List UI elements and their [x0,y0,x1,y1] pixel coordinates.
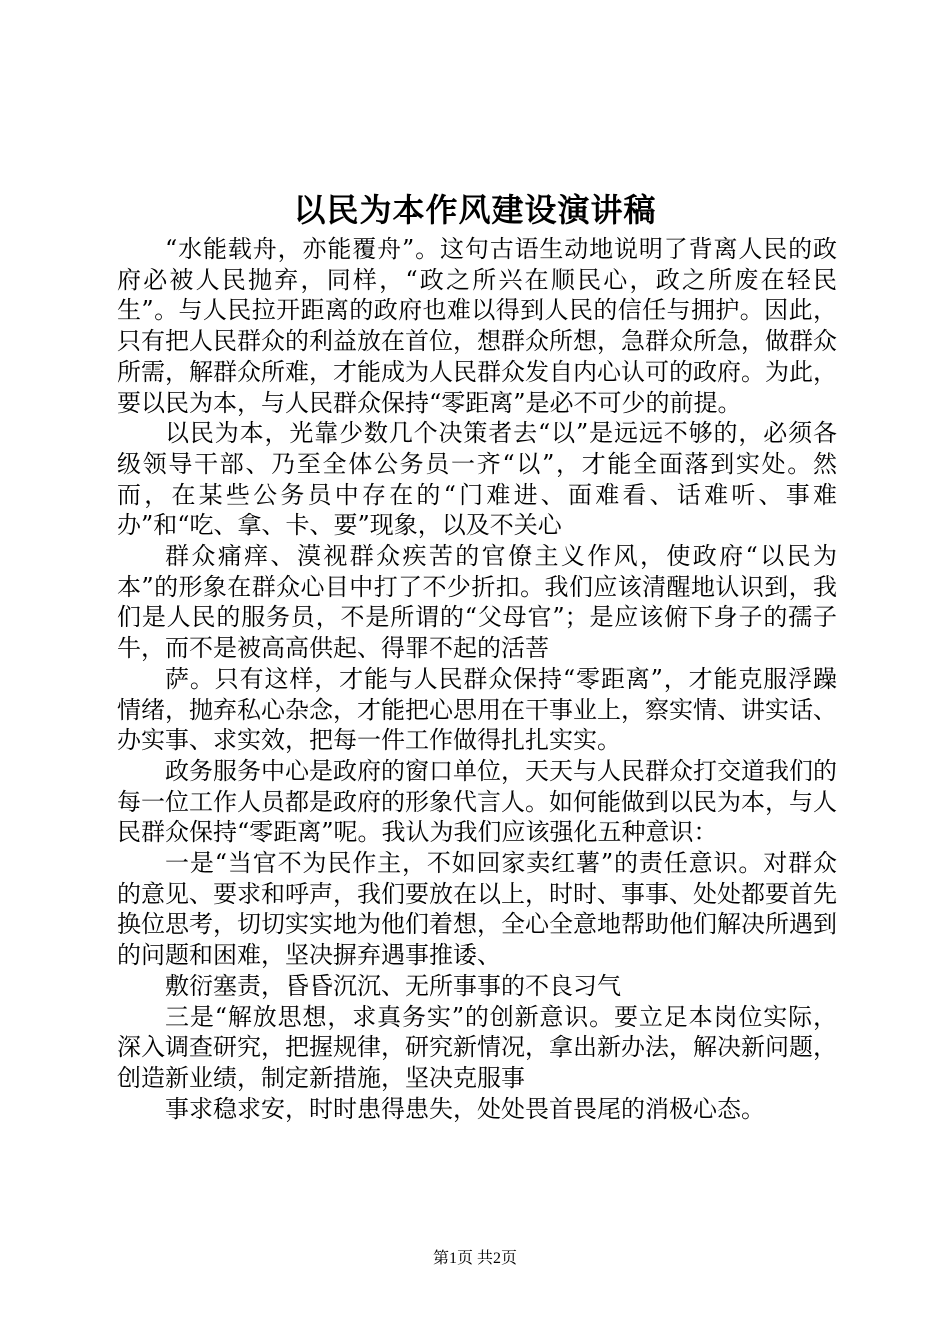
paragraph: 群众痛痒、漠视群众疾苦的官僚主义作风，使政府“以民为本”的形象在群众心目中打了不少折扣。我们应该清醒地认识到，我们是人民的服务员，不是所谓的“父母官”；是应该俯下身子的孺子牛，而不是被高高供起、得罪不起的活菩 [117,542,837,663]
paragraph: 政务服务中心是政府的窗口单位，天天与人民群众打交道我们的每一位工作人员都是政府的形象代言人。如何能做到以民为本，与人民群众保持“零距离”呢。我认为我们应该强化五种意识： [117,756,837,847]
document-title: 以民为本作风建设演讲稿 [293,191,657,229]
paragraph: 以民为本，光靠少数几个决策者去“以”是远远不够的，必须各级领导干部、乃至全体公务员一齐“以”，才能全面落到实处。然而，在某些公务员中存在的“门难进、面难看、话难听、事难办”和“吃、拿、卡、要”现象，以及不关心 [117,419,837,540]
paragraph: 一是“当官不为民作主，不如回家卖红薯”的责任意识。对群众的意见、要求和呼声，我们要放在以上，时时、事事、处处都要首先换位思考，切切实实地为他们着想，全心全意地帮助他们解决所遇到的问题和困难，坚决摒弃遇事推诿、 [117,849,837,970]
document-body [117,234,837,1124]
paragraph: 三是“解放思想，求真务实”的创新意识。要立足本岗位实际，深入调查研究，把握规律，研究新情况，拿出新办法，解决新问题，创造新业绩，制定新措施，坚决克服事 [117,1002,837,1092]
page-number-footer: 第1页 共2页 [432,1250,517,1267]
paragraph: “水能载舟，亦能覆舟”。这句古语生动地说明了背离人民的政府必被人民抛弃，同样，“政之所兴在顺民心，政之所废在轻民生”。与人民拉开距离的政府也难以得到人民的信任与拥护。因此，只有把人民群众的利益放在首位，想群众所想，急群众所急，做群众所需，解群众所难，才能成为人民群众发自内心认可的政府。为此，要以民为本，与人民群众保持“零距离”是必不可少的前提。 [117,235,837,417]
paragraph: 敷衍塞责，昏昏沉沉、无所事事的不良习气 [165,971,621,1000]
paragraph: 事求稳求安，时时患得患失，处处畏首畏尾的消极心态。 [165,1094,765,1123]
paragraph: 萨。只有这样，才能与人民群众保持“零距离”，才能克服浮躁情绪，抛弃私心杂念，才能把心思用在干事业上，察实情、讲实话、办实事、求实效，把每一件工作做得扎扎实实。 [117,664,837,755]
